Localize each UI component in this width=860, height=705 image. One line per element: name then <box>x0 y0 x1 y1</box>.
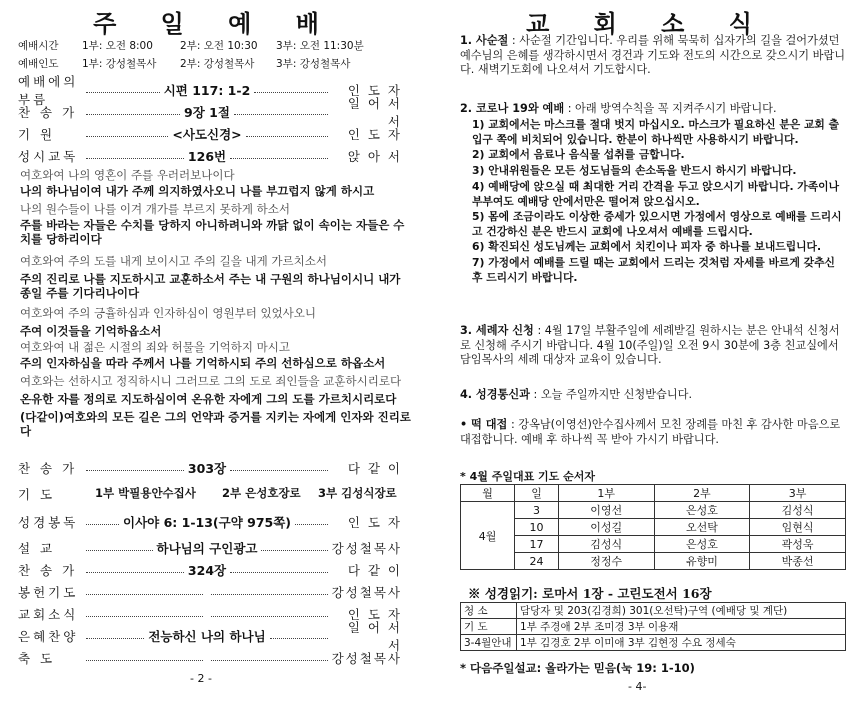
dot-leader <box>246 136 328 137</box>
dot-leader <box>86 638 144 639</box>
responsive-line: 주의 인자하심을 따라 주께서 나를 기억하시되 주의 선하심으로 하옵소서 <box>20 356 386 370</box>
order-role: 인 도 자 <box>347 515 403 530</box>
header-cell: 1부 <box>558 485 654 502</box>
time-1: 1부: 오전 8:00 <box>82 40 153 52</box>
times-label: 예배시간 <box>18 40 59 52</box>
worship-title: 주 일 예 배 <box>93 9 337 38</box>
header-cell: 월 <box>461 485 515 502</box>
responsive-line: 주의 진리로 나를 지도하시고 교훈하소서 주는 내 구원의 하나님이시니 내가 종일 주를 기다리나이다 <box>20 272 401 300</box>
order-role: 인 도 자 <box>347 127 402 142</box>
order-role: 인 도 자 <box>347 83 402 98</box>
order-label: 기 도 <box>18 487 56 502</box>
order-role: 다 같 이 <box>347 563 403 578</box>
news-title: 교 회 소 식 <box>526 9 770 38</box>
dot-leader <box>254 92 328 93</box>
order-item: 303장 <box>187 461 227 476</box>
news-5-head: • 떡 대접 <box>460 418 508 431</box>
responsive-line: 여호와여 주의 긍휼하심과 인자하심이 영원부터 있었사오니 <box>20 306 316 320</box>
order-label: 설 교 <box>18 541 56 556</box>
responsive-line: 여호와여 내 젊은 시절의 죄와 허물을 기억하지 마시고 <box>20 340 290 354</box>
news-3-text: : 4월 17일 부활주일에 세례받길 원하시는 분은 안내석 신청서로 신청해 주시기 바랍니다. 4월 10(주일)일 오전 9시 30분에 3층 친교실에서 담임목사의 세례 대상자 교육이 있습니다. <box>460 324 840 366</box>
responsive-line: 나의 원수들이 나를 이겨 개가를 부르지 못하게 하소서 <box>20 202 290 216</box>
news-item-2 <box>460 102 846 117</box>
order-role: 인 도 자 <box>347 607 402 622</box>
dot-leader <box>86 92 160 93</box>
leader-1: 1부: 강성철목사 <box>82 58 157 70</box>
order-row <box>18 582 402 602</box>
order-item: 하나님의 구인광고 <box>156 541 258 556</box>
page-number-left: - 2 - <box>190 672 212 685</box>
prayer-table-row <box>461 553 846 570</box>
order-role: 일 어 서 서 <box>347 96 402 129</box>
duty-value: 담당자 및 203(김경희) 301(오선탁)구역 (예배당 및 계단) <box>517 603 846 619</box>
dot-leader <box>295 524 328 525</box>
dot-leader <box>86 158 184 159</box>
prayer-2: 2부 은성호장로 <box>222 486 301 500</box>
prayer-cell: 10 <box>515 519 559 536</box>
news-1-head: 1. 사순절 <box>460 34 509 47</box>
prayer-cell: 임현식 <box>750 519 846 536</box>
news-2-head: 2. 코로나 19와 예배 <box>460 102 565 115</box>
order-item: 시편 117: 1-2 <box>163 83 251 98</box>
order-row <box>18 512 402 532</box>
prayer-table-header <box>461 485 846 502</box>
covid-rule: 1) 교회에서는 마스크를 절대 벗지 마십시오. 마스크가 필요하신 분은 교회 출입구 쪽에 비치되어 있습니다. 한분이 하나씩만 사용하시기 바랍니다. <box>472 118 840 146</box>
responsive-line: 여호와여 주의 도를 내게 보이시고 주의 길을 내게 가르치소서 <box>20 254 327 268</box>
responsive-line: 주를 바라는 자들은 수치를 당하지 아니하려니와 까닭 없이 속이는 자들은 수치를 당하리이다 <box>20 218 405 246</box>
page-number-right: - 4- <box>628 680 647 693</box>
news-item-4 <box>460 388 846 403</box>
news-5-text: : 강옥남(이영선)안수집사께서 모친 장례를 마친 후 감사한 마음으로 대접합니다. 예배 후 하나씩 꼭 받아 가시기 바랍니다. <box>460 418 841 446</box>
order-item: 126번 <box>187 149 227 164</box>
order-label: 봉헌기도 <box>18 585 79 600</box>
dot-leader <box>86 660 203 661</box>
order-role: 강성철목사 <box>331 651 402 666</box>
time-2: 2부: 오전 10:30 <box>180 40 258 52</box>
dot-leader <box>234 114 328 115</box>
responsive-line: 나의 하나님이여 내가 주께 의지하였사오니 나를 부끄럽지 않게 하시고 <box>20 184 375 198</box>
order-item: <사도신경> <box>172 127 242 142</box>
dot-leader <box>86 524 119 525</box>
duty-value: 1부 김경호 2부 이미애 3부 김현정 수요 정세숙 <box>517 635 846 651</box>
order-row <box>18 560 402 580</box>
leader-3: 3부: 강성철목사 <box>276 58 351 70</box>
news-4-text: : 오늘 주일까지만 신청받습니다. <box>533 388 693 401</box>
prayer-1: 1부 박필용안수집사 <box>95 486 196 500</box>
dot-leader <box>86 136 168 137</box>
order-item: 324장 <box>187 563 227 578</box>
prayer-cell: 24 <box>515 553 559 570</box>
dot-leader <box>86 594 203 595</box>
prayer-table-row <box>461 502 846 519</box>
prayer-cell: 이성길 <box>558 519 654 536</box>
bible-reading-title: ※ 성경읽기: 로마서 1장 - 고린도전서 16장 <box>468 586 712 601</box>
order-label: 성시교독 <box>18 149 79 164</box>
order-row <box>18 620 403 653</box>
covid-rule: 7) 가정에서 예배를 드릴 때는 교회에서 드리는 것처럼 자세를 바르게 갖추신 후 드리시기 바랍니다. <box>472 256 835 284</box>
covid-rule: 6) 확진되신 성도님께는 교회에서 치킨이나 피자 중 하나를 보내드립니다. <box>472 240 822 253</box>
prayer-cell: 김성식 <box>750 502 846 519</box>
order-row <box>18 146 402 166</box>
prayer-table-row <box>461 536 846 553</box>
dot-leader <box>230 572 328 573</box>
news-4-head: 4. 성경통신과 <box>460 388 530 401</box>
prayer-cell: 이영선 <box>558 502 654 519</box>
dot-leader <box>211 660 328 661</box>
header-cell: 3부 <box>750 485 846 502</box>
covid-rule: 5) 몸에 조금이라도 이상한 증세가 있으시면 가정에서 영상으로 예배를 드리시고 건강하신 분은 반드시 교회에 나오셔서 예배를 드립시다. <box>472 210 842 238</box>
prayer-table-row <box>461 519 846 536</box>
responsive-line: 주여 이것들을 기억하옵소서 <box>20 324 162 338</box>
prayer-cell: 은성호 <box>654 502 750 519</box>
prayer-cell: 3 <box>515 502 559 519</box>
order-label: 찬 송 가 <box>18 461 78 476</box>
responsive-line: 온유한 자를 정의로 지도하심이여 온유한 자에게 그의 도를 가르치시리로다 <box>20 392 397 406</box>
dot-leader <box>86 550 153 551</box>
order-label: 교회소식 <box>18 607 79 622</box>
duty-table <box>460 602 846 651</box>
order-label: 찬 송 가 <box>18 563 78 578</box>
leaders-label: 예배인도 <box>18 58 59 70</box>
dot-leader <box>211 616 328 617</box>
dot-leader <box>261 550 328 551</box>
order-label: 은혜찬양 <box>18 629 79 644</box>
duty-row <box>461 619 846 635</box>
order-row <box>18 538 402 558</box>
news-2-text: : 아래 방역수칙을 꼭 지켜주시기 바랍니다. <box>567 102 777 115</box>
prayer-cell: 정정수 <box>558 553 654 570</box>
covid-rule: 3) 안내위원들은 모든 성도님들의 손소독을 반드시 하시기 바랍니다. <box>472 164 797 177</box>
order-role: 다 같 이 <box>347 461 403 476</box>
duty-label: 청 소 <box>461 603 517 619</box>
order-row <box>18 96 402 129</box>
order-role: 강성철목사 <box>331 541 403 556</box>
dot-leader <box>86 572 184 573</box>
news-item-5 <box>460 418 846 447</box>
order-role: 일 어 서 서 <box>347 620 403 653</box>
news-item-3 <box>460 324 846 368</box>
order-label: 기 원 <box>18 127 56 142</box>
news-1-text: : 사순절 기간입니다. 우리를 위해 묵묵히 십자가의 길을 걸어가셨던 예수님의 은혜를 생각하시면서 경건과 기도와 전도의 시간으로 갖으시기 바랍니다. 새벽기도회에 나오셔서 기도합시다. <box>460 34 846 76</box>
covid-rule: 4) 예배당에 앉으실 때 최대한 거리 간격을 두고 앉으시기 바랍니다. 가족이나 부부여도 예배당 안에서만은 떨어져 앉으십시오. <box>472 180 840 208</box>
responsive-line: (다같이)여호와의 모든 길은 그의 언약과 증거를 지키는 자에게 인자와 진리로다 <box>20 410 411 438</box>
time-3: 3부: 오전 11:30분 <box>276 40 364 52</box>
prayer-cell: 김성식 <box>558 536 654 553</box>
duty-label: 기 도 <box>461 619 517 635</box>
dot-leader <box>86 616 203 617</box>
order-label: 예배에의부름 <box>18 74 79 107</box>
duty-value: 1부 주경애 2부 조미경 3부 이용재 <box>517 619 846 635</box>
order-item: 이사야 6: 1-13(구약 975쪽) <box>123 515 292 530</box>
prayer-cell: 은성호 <box>654 536 750 553</box>
duty-row <box>461 635 846 651</box>
prayer-3: 3부 김성식장로 <box>318 486 397 500</box>
order-label: 축 도 <box>18 651 56 666</box>
prayer-table-title: * 4월 주일대표 기도 순서자 <box>460 470 595 483</box>
responsive-line: 여호와여 나의 영혼이 주를 우러러보나이다 <box>20 168 235 182</box>
order-item: 9장 1절 <box>184 105 230 120</box>
order-label: 찬 송 가 <box>18 105 78 120</box>
duty-row <box>461 603 846 619</box>
dot-leader <box>211 594 328 595</box>
dot-leader <box>230 470 328 471</box>
prayer-cell: 유향미 <box>654 553 750 570</box>
dot-leader <box>86 470 184 471</box>
covid-rule: 2) 교회에서 음료나 음식물 섭취를 금합니다. <box>472 148 685 161</box>
order-label: 성경봉독 <box>18 515 79 530</box>
news-3-head: 3. 세례자 신청 <box>460 324 534 337</box>
news-item-1 <box>460 34 846 78</box>
prayer-cell: 박종선 <box>750 553 846 570</box>
prayer-schedule-table <box>460 484 846 570</box>
right-page <box>438 0 858 705</box>
prayer-cell: 오선탁 <box>654 519 750 536</box>
next-sermon: * 다음주일설교: 올라가는 믿음(눅 19: 1-10) <box>460 661 695 675</box>
dot-leader <box>86 114 180 115</box>
order-item: 전능하신 나의 하나님 <box>148 629 266 644</box>
order-row <box>18 648 402 668</box>
leader-2: 2부: 강성철목사 <box>180 58 255 70</box>
responsive-line: 여호와는 선하시고 정직하시니 그러므로 그의 도로 죄인들을 교훈하시리로다 <box>20 374 402 388</box>
month-cell: 4월 <box>461 502 515 570</box>
dot-leader <box>230 158 328 159</box>
order-role: 앉 아 서 <box>347 149 403 164</box>
order-row <box>18 124 402 144</box>
header-cell: 일 <box>515 485 559 502</box>
dot-leader <box>270 638 328 639</box>
order-row <box>18 458 402 478</box>
header-cell: 2부 <box>654 485 750 502</box>
order-role: 강성철목사 <box>331 585 402 600</box>
prayer-cell: 곽성욱 <box>750 536 846 553</box>
duty-label: 3-4월안내 <box>461 635 517 651</box>
prayer-cell: 17 <box>515 536 559 553</box>
